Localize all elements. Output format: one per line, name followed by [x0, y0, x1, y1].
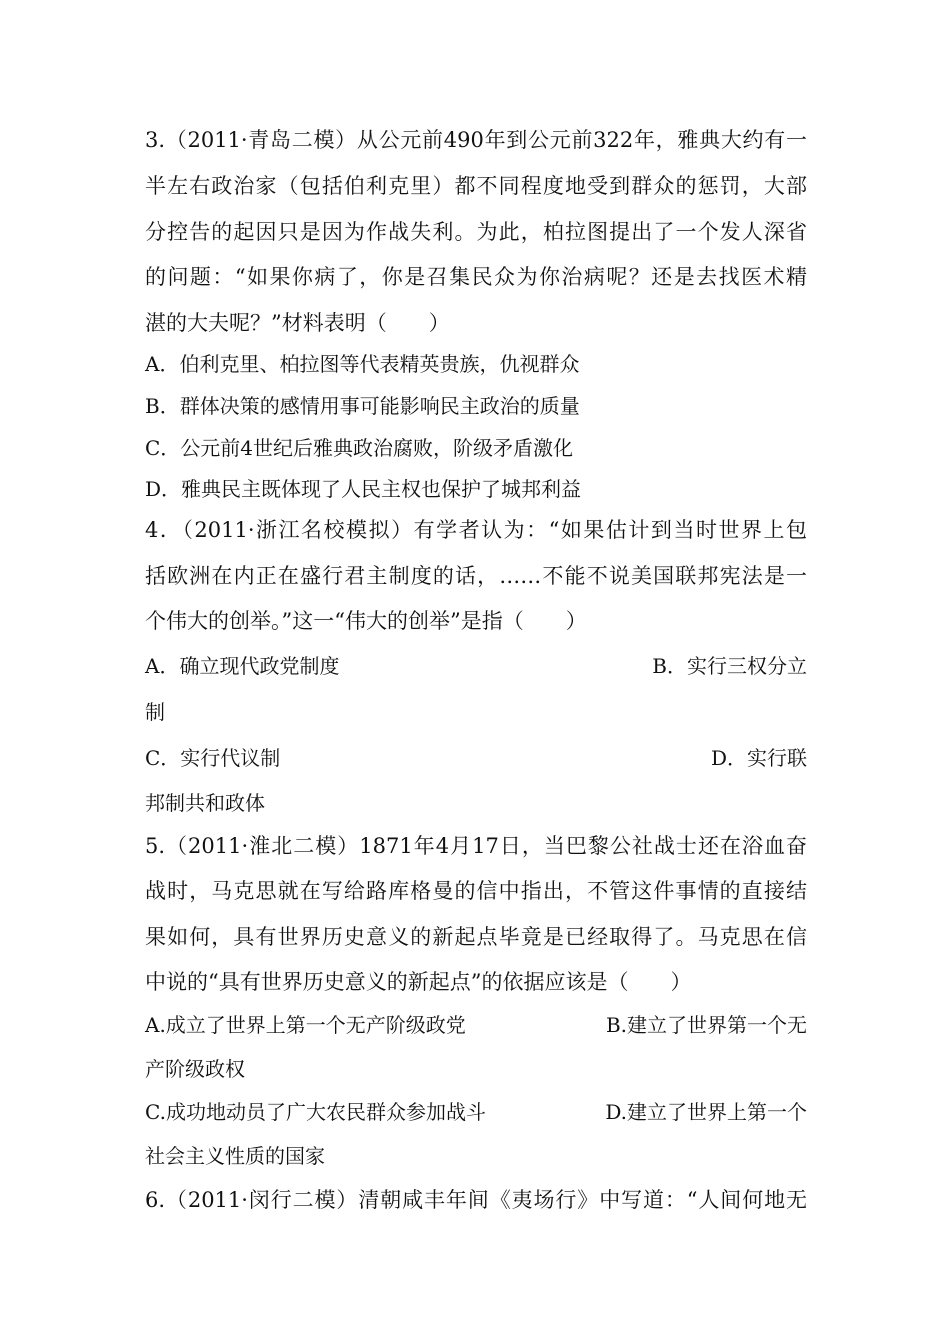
- question-3-option-a: A．伯利克里、柏拉图等代表精英贵族，仇视群众: [145, 352, 580, 376]
- question-4-option-c: C．实行代议制: [145, 746, 281, 770]
- question-5-line-3: 果如何，具有世界历史意义的新起点毕竟是已经取得了。马克思在信: [145, 925, 807, 949]
- question-4-options-row-1: [145, 652, 807, 680]
- question-4-line-2: 括欧洲在内正在盛行君主制度的话，……不能不说美国联邦宪法是一: [145, 564, 807, 588]
- question-5-option-a: A.成立了世界上第一个无产阶级政党: [145, 1013, 466, 1037]
- question-3-option-d: D．雅典民主既体现了人民主权也保护了城邦利益: [145, 477, 582, 501]
- question-4-option-b-continued: 制: [145, 700, 165, 724]
- question-5-line-4: 中说的“具有世界历史意义的新起点”的依据应该是（ ）: [145, 970, 692, 994]
- question-5-line-1: 5.（2011·淮北二模）1871年4月17日，当巴黎公社战士还在浴血奋: [145, 834, 807, 858]
- question-6-line-1: 6.（2011·闵行二模）清朝咸丰年间《夷场行》中写道：“人间何地无: [145, 1188, 807, 1212]
- question-5-option-b-continued: 产阶级政权: [145, 1057, 245, 1081]
- question-4-option-b: B．实行三权分立: [652, 654, 807, 678]
- question-4-option-d: D．实行联: [710, 746, 807, 770]
- question-3-line-3: 分控告的起因只是因为作战失利。为此，柏拉图提出了一个发人深省: [145, 220, 807, 244]
- question-4-line-1: 4．（2011·浙江名校模拟）有学者认为：“如果估计到当时世界上包: [145, 518, 807, 542]
- question-5-option-c: C.成功地动员了广大农民群众参加战斗: [145, 1100, 486, 1124]
- question-5-options-row-2: [145, 1098, 807, 1126]
- question-5-line-2: 战时，马克思就在写给路库格曼的信中指出，不管这件事情的直接结: [145, 879, 807, 903]
- question-3-line-2: 半左右政治家（包括伯利克里）都不同程度地受到群众的惩罚，大部: [145, 174, 807, 198]
- question-5-option-d: D.建立了世界上第一个: [605, 1100, 807, 1124]
- question-3-line-4: 的问题：“如果你病了，你是召集民众为你治病呢？还是去找医术精: [145, 265, 807, 289]
- question-4-line-3: 个伟大的创举。”这一“伟大的创举”是指（ ）: [145, 609, 587, 633]
- question-3-option-c: C．公元前4世纪后雅典政治腐败，阶级矛盾激化: [145, 436, 574, 460]
- question-3-option-b: B．群体决策的感情用事可能影响民主政治的质量: [145, 394, 580, 418]
- question-3-line-1: 3.（2011·青岛二模）从公元前490年到公元前322年，雅典大约有一: [145, 128, 807, 152]
- question-5-option-b: B.建立了世界第一个无: [605, 1013, 807, 1037]
- question-5-option-d-continued: 社会主义性质的国家: [145, 1144, 325, 1168]
- question-4-option-a: A．确立现代政党制度: [145, 654, 340, 678]
- question-5-options-row-1: [145, 1011, 807, 1039]
- question-4-option-d-continued: 邦制共和政体: [145, 791, 265, 815]
- question-4-options-row-2: [145, 744, 807, 772]
- question-3-line-5: 湛的大夫呢？”材料表明（ ）: [145, 311, 450, 335]
